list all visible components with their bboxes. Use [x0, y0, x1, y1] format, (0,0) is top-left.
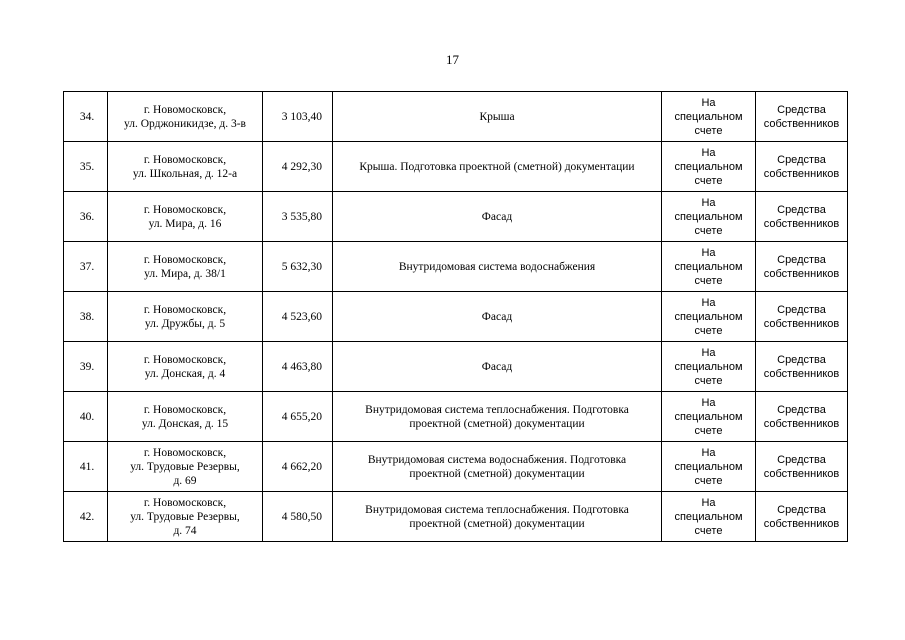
- address-cell: [108, 292, 263, 342]
- address-city: г. Новомосковск,: [143, 203, 227, 216]
- work-type-line1: Фасад: [481, 210, 513, 223]
- address-cell: [108, 392, 263, 442]
- work-type-line1: Крыша: [479, 110, 515, 123]
- cost-cell: 4 463,80: [263, 342, 333, 392]
- address-cell: [108, 192, 263, 242]
- cost-cell: 4 580,50: [263, 492, 333, 542]
- row-number: 38.: [64, 292, 108, 342]
- address-cell: [108, 142, 263, 192]
- work-type-line2: проектной (сметной) документации: [409, 467, 585, 480]
- source-line: собственников: [763, 117, 840, 130]
- work-type-cell: [333, 242, 662, 292]
- account-line: На: [701, 346, 716, 359]
- funding-source-cell: [756, 492, 848, 542]
- account-line: На: [701, 496, 716, 509]
- address-city: г. Новомосковск,: [143, 403, 227, 416]
- account-type-cell: [662, 192, 756, 242]
- account-line: На: [701, 146, 716, 159]
- table-row: [64, 342, 848, 392]
- source-line: Средства: [777, 253, 826, 266]
- address-cell: [108, 342, 263, 392]
- account-line: счете: [694, 374, 723, 387]
- table-row: [64, 92, 848, 142]
- table-row: [64, 442, 848, 492]
- address-city: г. Новомосковск,: [143, 103, 227, 116]
- work-type-line2: проектной (сметной) документации: [409, 417, 585, 430]
- funding-source-cell: [756, 92, 848, 142]
- source-line: собственников: [763, 217, 840, 230]
- funding-source-cell: [756, 242, 848, 292]
- account-type-cell: [662, 242, 756, 292]
- account-line: На: [701, 96, 716, 109]
- source-line: Средства: [777, 203, 826, 216]
- row-number: 37.: [64, 242, 108, 292]
- table-body: [64, 92, 848, 542]
- source-line: Средства: [777, 503, 826, 516]
- source-line: собственников: [763, 167, 840, 180]
- account-type-cell: [662, 492, 756, 542]
- work-type-line1: Внутридомовая система водоснабжения. Подготовка: [367, 453, 627, 466]
- funding-source-cell: [756, 442, 848, 492]
- account-line: счете: [694, 474, 723, 487]
- work-type-cell: [333, 142, 662, 192]
- source-line: Средства: [777, 103, 826, 116]
- address-city: г. Новомосковск,: [143, 496, 227, 509]
- address-city: г. Новомосковск,: [143, 253, 227, 266]
- table-row: [64, 142, 848, 192]
- source-line: собственников: [763, 417, 840, 430]
- work-type-cell: [333, 492, 662, 542]
- account-line: специальном: [674, 310, 743, 323]
- address-street: ул. Орджоникидзе, д. 3-в: [124, 117, 246, 130]
- account-line: На: [701, 446, 716, 459]
- source-line: собственников: [763, 517, 840, 530]
- account-type-cell: [662, 142, 756, 192]
- row-number: 36.: [64, 192, 108, 242]
- address-street: ул. Донская, д. 4: [144, 367, 226, 380]
- address-street: ул. Мира, д. 38/1: [144, 267, 226, 280]
- row-number: 35.: [64, 142, 108, 192]
- account-type-cell: [662, 342, 756, 392]
- account-line: специальном: [674, 460, 743, 473]
- source-line: собственников: [763, 317, 840, 330]
- funding-source-cell: [756, 192, 848, 242]
- work-type-line1: Фасад: [481, 310, 513, 323]
- source-line: собственников: [763, 467, 840, 480]
- source-line: Средства: [777, 303, 826, 316]
- funding-source-cell: [756, 292, 848, 342]
- table-row: [64, 392, 848, 442]
- account-line: На: [701, 296, 716, 309]
- cost-cell: 4 662,20: [263, 442, 333, 492]
- account-line: специальном: [674, 210, 743, 223]
- account-type-cell: [662, 442, 756, 492]
- address-street: ул. Школьная, д. 12-а: [132, 167, 238, 180]
- row-number: 42.: [64, 492, 108, 542]
- work-type-line1: Крыша. Подготовка проектной (сметной) документации: [359, 160, 635, 173]
- address-house: д. 69: [173, 474, 197, 487]
- account-type-cell: [662, 292, 756, 342]
- cost-cell: 4 292,30: [263, 142, 333, 192]
- work-type-line1: Внутридомовая система теплоснабжения. Подготовка: [365, 503, 629, 516]
- table-row: [64, 292, 848, 342]
- account-type-cell: [662, 92, 756, 142]
- account-line: счете: [694, 174, 723, 187]
- source-line: собственников: [763, 367, 840, 380]
- account-line: счете: [694, 524, 723, 537]
- address-cell: [108, 492, 263, 542]
- account-line: счете: [694, 324, 723, 337]
- row-number: 34.: [64, 92, 108, 142]
- account-line: На: [701, 196, 716, 209]
- row-number: 39.: [64, 342, 108, 392]
- repair-registry-table: [63, 91, 848, 542]
- address-street: ул. Мира, д. 16: [148, 217, 222, 230]
- work-type-cell: [333, 192, 662, 242]
- address-cell: [108, 92, 263, 142]
- account-line: счете: [694, 424, 723, 437]
- source-line: собственников: [763, 267, 840, 280]
- work-type-cell: [333, 392, 662, 442]
- row-number: 41.: [64, 442, 108, 492]
- cost-cell: 3 535,80: [263, 192, 333, 242]
- address-cell: [108, 442, 263, 492]
- page-number: 17: [446, 52, 459, 67]
- account-line: специальном: [674, 110, 743, 123]
- account-line: специальном: [674, 360, 743, 373]
- address-street: ул. Дружбы, д. 5: [144, 317, 226, 330]
- work-type-line2: проектной (сметной) документации: [409, 517, 585, 530]
- account-line: специальном: [674, 510, 743, 523]
- address-house: д. 74: [173, 524, 197, 537]
- source-line: Средства: [777, 453, 826, 466]
- table-row: [64, 242, 848, 292]
- work-type-cell: [333, 92, 662, 142]
- cost-cell: 5 632,30: [263, 242, 333, 292]
- address-city: г. Новомосковск,: [143, 153, 227, 166]
- account-line: специальном: [674, 260, 743, 273]
- cost-cell: 4 523,60: [263, 292, 333, 342]
- source-line: Средства: [777, 153, 826, 166]
- source-line: Средства: [777, 403, 826, 416]
- account-line: специальном: [674, 160, 743, 173]
- row-number: 40.: [64, 392, 108, 442]
- work-type-line1: Фасад: [481, 360, 513, 373]
- work-type-cell: [333, 292, 662, 342]
- work-type-cell: [333, 342, 662, 392]
- funding-source-cell: [756, 342, 848, 392]
- funding-source-cell: [756, 392, 848, 442]
- address-street: ул. Трудовые Резервы,: [130, 460, 240, 473]
- address-street: ул. Трудовые Резервы,: [130, 510, 240, 523]
- account-line: счете: [694, 274, 723, 287]
- table-row: [64, 192, 848, 242]
- cost-cell: 3 103,40: [263, 92, 333, 142]
- account-line: счете: [694, 124, 723, 137]
- account-type-cell: [662, 392, 756, 442]
- address-city: г. Новомосковск,: [143, 353, 227, 366]
- cost-cell: 4 655,20: [263, 392, 333, 442]
- account-line: счете: [694, 224, 723, 237]
- funding-source-cell: [756, 142, 848, 192]
- address-city: г. Новомосковск,: [143, 446, 227, 459]
- work-type-line1: Внутридомовая система водоснабжения: [398, 260, 596, 273]
- address-cell: [108, 242, 263, 292]
- address-street: ул. Донская, д. 15: [141, 417, 229, 430]
- address-city: г. Новомосковск,: [143, 303, 227, 316]
- source-line: Средства: [777, 353, 826, 366]
- account-line: На: [701, 246, 716, 259]
- account-line: специальном: [674, 410, 743, 423]
- account-line: На: [701, 396, 716, 409]
- table-row: [64, 492, 848, 542]
- work-type-line1: Внутридомовая система теплоснабжения. Подготовка: [365, 403, 629, 416]
- work-type-cell: [333, 442, 662, 492]
